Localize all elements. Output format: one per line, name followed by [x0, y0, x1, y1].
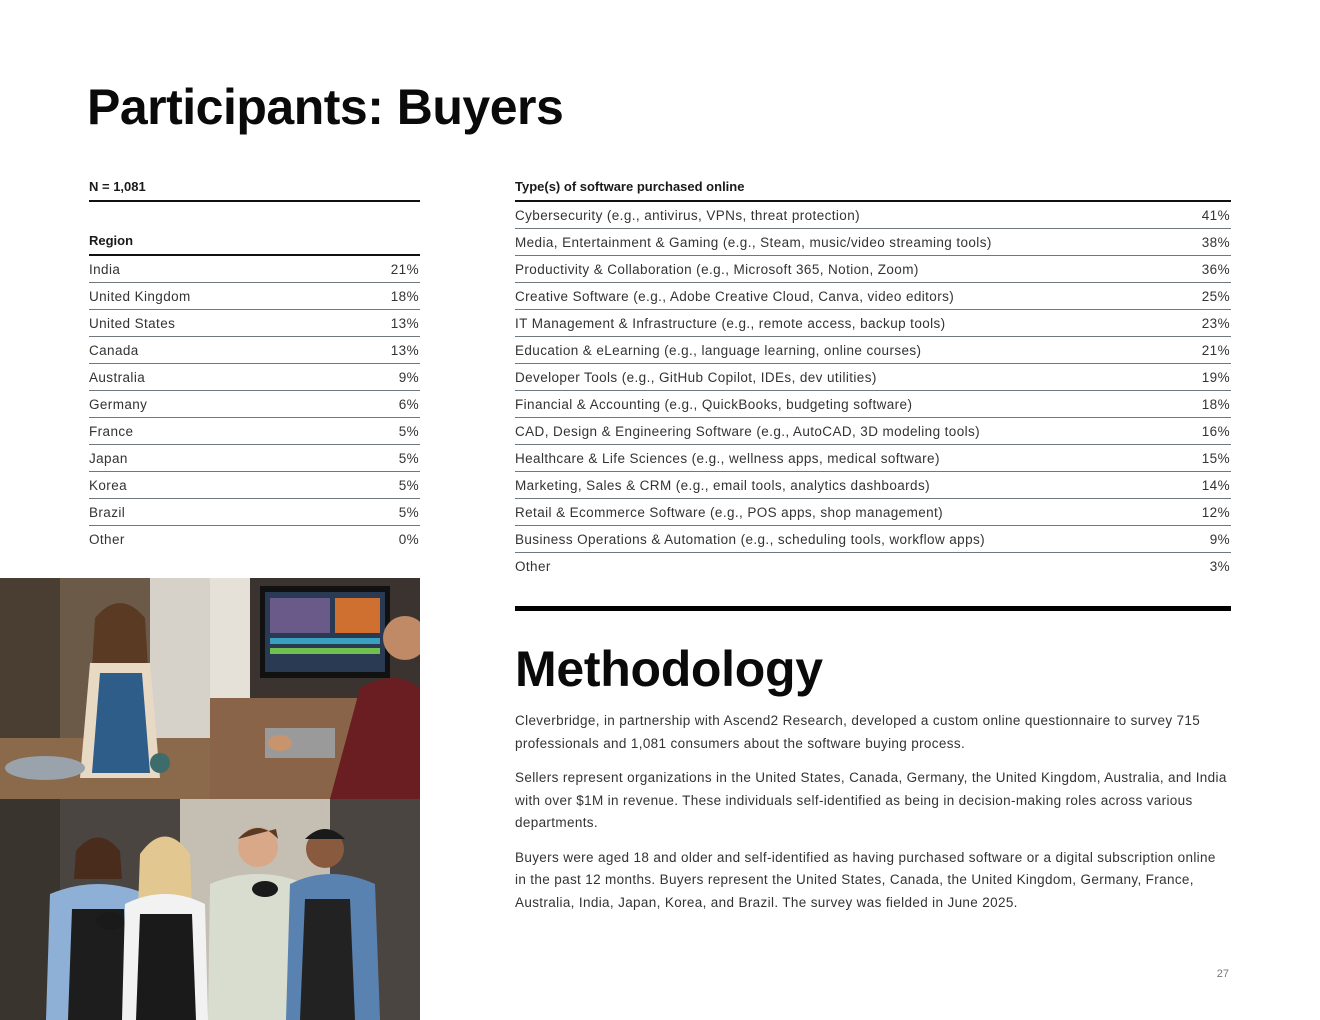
- row-percentage: 0%: [398, 532, 419, 547]
- region-table: [89, 232, 420, 553]
- row-label: Australia: [89, 369, 146, 385]
- row-percentage: 5%: [398, 423, 419, 439]
- editor-image: [210, 578, 420, 799]
- barista-photo: [0, 578, 210, 799]
- row-percentage: 6%: [398, 396, 419, 412]
- row-percentage: 15%: [1201, 450, 1230, 466]
- row-label: Media, Entertainment & Gaming (e.g., Steam, music/video streaming tools): [515, 234, 992, 250]
- row-percentage: 5%: [398, 477, 419, 493]
- table-row: [515, 256, 1231, 283]
- table-row: [89, 472, 420, 499]
- editor-photo: [210, 578, 420, 799]
- row-label: Business Operations & Automation (e.g., scheduling tools, workflow apps): [515, 531, 986, 547]
- row-label: Germany: [89, 396, 148, 412]
- table-row: [515, 310, 1231, 337]
- row-percentage: 9%: [1209, 531, 1230, 547]
- row-percentage: 21%: [390, 261, 419, 277]
- software-table-header: Type(s) of software purchased online: [515, 178, 1231, 202]
- table-row: [515, 472, 1231, 499]
- row-label: CAD, Design & Engineering Software (e.g., AutoCAD, 3D modeling tools): [515, 423, 981, 439]
- row-percentage: 18%: [390, 288, 419, 304]
- row-label: Education & eLearning (e.g., language learning, online courses): [515, 342, 922, 358]
- row-percentage: 5%: [398, 504, 419, 520]
- table-row: [515, 337, 1231, 364]
- row-percentage: 36%: [1201, 261, 1230, 277]
- table-row: [89, 445, 420, 472]
- table-row: [89, 256, 420, 283]
- row-label: IT Management & Infrastructure (e.g., remote access, backup tools): [515, 315, 946, 331]
- row-percentage: 13%: [390, 315, 419, 331]
- table-row: [89, 526, 420, 553]
- row-label: Retail & Ecommerce Software (e.g., POS apps, shop management): [515, 504, 944, 520]
- page-title: Participants: Buyers: [87, 79, 564, 135]
- team-image: [0, 799, 420, 1020]
- methodology-paragraph: Buyers were aged 18 and older and self-identified as having purchased software or a digital subscription online in the past 12 months. Buyers represent the United States, Canada, the United Kingdom, Germany, France, Australia, India, Japan, Korea, and Brazil. The survey was fielded in June 2025.: [515, 849, 1216, 910]
- table-row: [515, 418, 1231, 445]
- row-label: Productivity & Collaboration (e.g., Microsoft 365, Notion, Zoom): [515, 261, 919, 277]
- row-percentage: 23%: [1201, 315, 1230, 331]
- methodology-paragraph: Sellers represent organizations in the United States, Canada, Germany, the United Kingdom, Australia, and India with over $1M in revenue. These individuals self-identified as being in decision-making roles across various departments.: [515, 770, 1227, 830]
- row-percentage: 21%: [1201, 342, 1230, 358]
- row-label: France: [89, 423, 134, 439]
- row-label: Canada: [89, 342, 139, 358]
- table-row: [89, 364, 420, 391]
- table-row: [515, 364, 1231, 391]
- table-row: [89, 310, 420, 337]
- row-label: Creative Software (e.g., Adobe Creative Cloud, Canva, video editors): [515, 288, 955, 304]
- row-percentage: 41%: [1201, 207, 1230, 223]
- row-label: Cybersecurity (e.g., antivirus, VPNs, threat protection): [515, 207, 861, 223]
- row-label: Financial & Accounting (e.g., QuickBooks, budgeting software): [515, 396, 913, 412]
- table-row: [89, 499, 420, 526]
- row-label: Other: [89, 532, 125, 547]
- sample-size-label: N = 1,081: [89, 178, 420, 202]
- row-percentage: 16%: [1201, 423, 1230, 439]
- row-percentage: 5%: [398, 450, 419, 466]
- sample-size-block: [89, 178, 420, 202]
- table-row: [515, 553, 1231, 580]
- row-label: Brazil: [89, 504, 126, 520]
- table-row: [515, 283, 1231, 310]
- row-percentage: 9%: [398, 369, 419, 385]
- row-percentage: 3%: [1209, 559, 1230, 574]
- section-divider: [515, 606, 1231, 611]
- row-label: Japan: [89, 450, 128, 466]
- methodology-title: Methodology: [515, 641, 823, 697]
- table-row: [515, 445, 1231, 472]
- table-row: [89, 418, 420, 445]
- team-photo: [0, 799, 420, 1020]
- row-label: India: [89, 261, 121, 277]
- table-row: [515, 526, 1231, 553]
- row-percentage: 19%: [1201, 369, 1230, 385]
- software-table: [515, 178, 1231, 580]
- row-label: Marketing, Sales & CRM (e.g., email tools, analytics dashboards): [515, 477, 931, 493]
- methodology-body: [515, 710, 1231, 926]
- table-row: [515, 229, 1231, 256]
- table-row: [515, 202, 1231, 229]
- row-label: Other: [515, 559, 551, 574]
- row-percentage: 38%: [1201, 234, 1230, 250]
- page-number: 27: [1216, 968, 1229, 980]
- row-label: Developer Tools (e.g., GitHub Copilot, IDEs, dev utilities): [515, 369, 877, 385]
- row-label: Korea: [89, 477, 128, 493]
- table-row: [89, 391, 420, 418]
- row-percentage: 25%: [1201, 288, 1230, 304]
- region-table-header: Region: [89, 232, 420, 256]
- row-label: Healthcare & Life Sciences (e.g., wellness apps, medical software): [515, 450, 940, 466]
- row-percentage: 18%: [1201, 396, 1230, 412]
- row-percentage: 12%: [1201, 504, 1230, 520]
- row-percentage: 13%: [390, 342, 419, 358]
- row-percentage: 14%: [1201, 477, 1230, 493]
- software-rows: [515, 202, 1231, 580]
- barista-image: [0, 578, 210, 799]
- table-row: [515, 499, 1231, 526]
- table-row: [89, 337, 420, 364]
- table-row: [515, 391, 1231, 418]
- row-label: United States: [89, 315, 176, 331]
- table-row: [89, 283, 420, 310]
- row-label: United Kingdom: [89, 288, 191, 304]
- methodology-paragraph: Cleverbridge, in partnership with Ascend2 Research, developed a custom online questionnaire to survey 715 professionals and 1,081 consumers about the software buying process.: [515, 713, 1201, 751]
- region-rows: [89, 256, 420, 553]
